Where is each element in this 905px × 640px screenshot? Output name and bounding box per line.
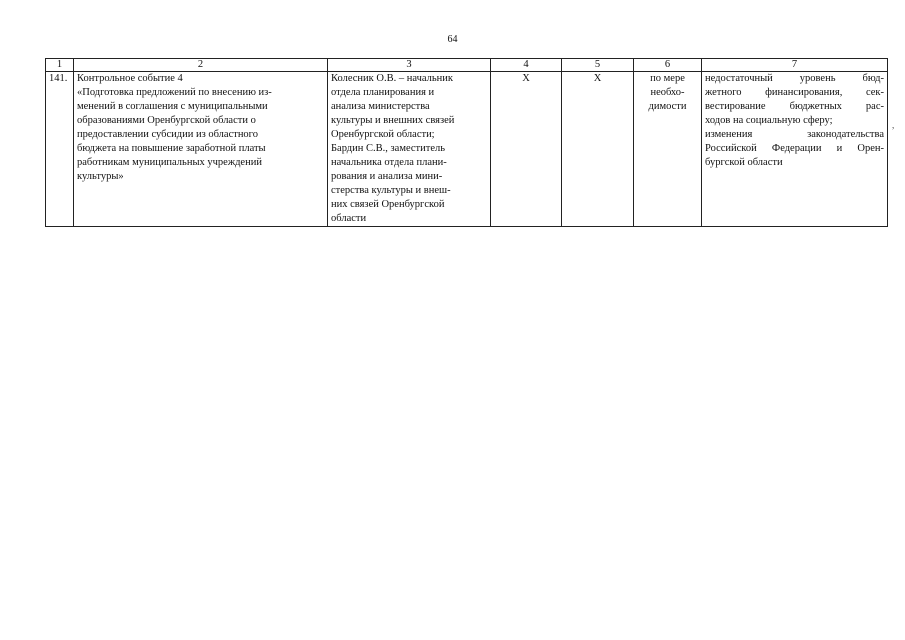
plan-table <box>45 58 888 227</box>
col4-mark: Х <box>491 72 562 227</box>
event-description-line: образованиями Оренбургской области о <box>77 115 256 126</box>
header-col-2: 2 <box>74 59 328 72</box>
event-description-line: «Подготовка предложений по внесению из- <box>77 87 272 98</box>
risk-line: жетного финансирования, сек- <box>705 87 884 98</box>
deadline-line: димости <box>648 101 687 112</box>
risk-line: вестирование бюджетных рас- <box>705 101 884 112</box>
responsible-persons-cell <box>328 72 491 227</box>
responsible-line: Колесник О.В. – начальник <box>331 73 453 84</box>
deadline-line: по мере <box>650 73 685 84</box>
responsible-line: Оренбургской области; <box>331 129 435 140</box>
event-description-line: работникам муниципальных учреждений <box>77 157 262 168</box>
risk-line: ходов на социальную сферу; <box>705 115 833 126</box>
event-description-line: бюджета на повышение заработной платы <box>77 143 266 154</box>
row-number: 141. <box>46 72 74 227</box>
responsible-line: отдела планирования и <box>331 87 435 98</box>
responsible-line: анализа министерства <box>331 101 430 112</box>
table-row <box>46 72 888 227</box>
col5-mark: Х <box>562 72 634 227</box>
event-description-line: Контрольное событие 4 <box>77 73 183 84</box>
responsible-line: культуры и внешних связей <box>331 115 455 126</box>
deadline-line: необхо- <box>650 87 685 98</box>
risk-line: Российской Федерации и Орен- <box>705 143 884 154</box>
responsible-line: них связей Оренбургской <box>331 199 445 210</box>
responsible-line: начальника отдела плани- <box>331 157 447 168</box>
event-description-line: предоставлении субсидии из областного <box>77 129 258 140</box>
page-number: 64 <box>447 34 458 45</box>
risks-cell <box>702 72 888 227</box>
deadline-cell <box>634 72 702 227</box>
responsible-line: стерства культуры и внеш- <box>331 185 451 196</box>
header-row <box>46 59 888 72</box>
header-col-6: 6 <box>634 59 702 72</box>
margin-mark: , <box>892 120 895 130</box>
responsible-line: Бардин С.В., заместитель <box>331 143 446 154</box>
event-description-line: культуры» <box>77 171 124 182</box>
header-col-4: 4 <box>491 59 562 72</box>
event-description-line: менений в соглашения с муниципальными <box>77 101 268 112</box>
header-col-3: 3 <box>328 59 491 72</box>
header-col-1: 1 <box>46 59 74 72</box>
responsible-line: рования и анализа мини- <box>331 171 443 182</box>
responsible-line: области <box>331 213 367 224</box>
risk-line: изменения законодательства <box>705 129 884 140</box>
risk-line: бургской области <box>705 157 783 168</box>
header-col-7: 7 <box>702 59 888 72</box>
risk-line: недостаточный уровень бюд- <box>705 73 884 84</box>
event-description-cell <box>74 72 328 227</box>
header-col-5: 5 <box>562 59 634 72</box>
